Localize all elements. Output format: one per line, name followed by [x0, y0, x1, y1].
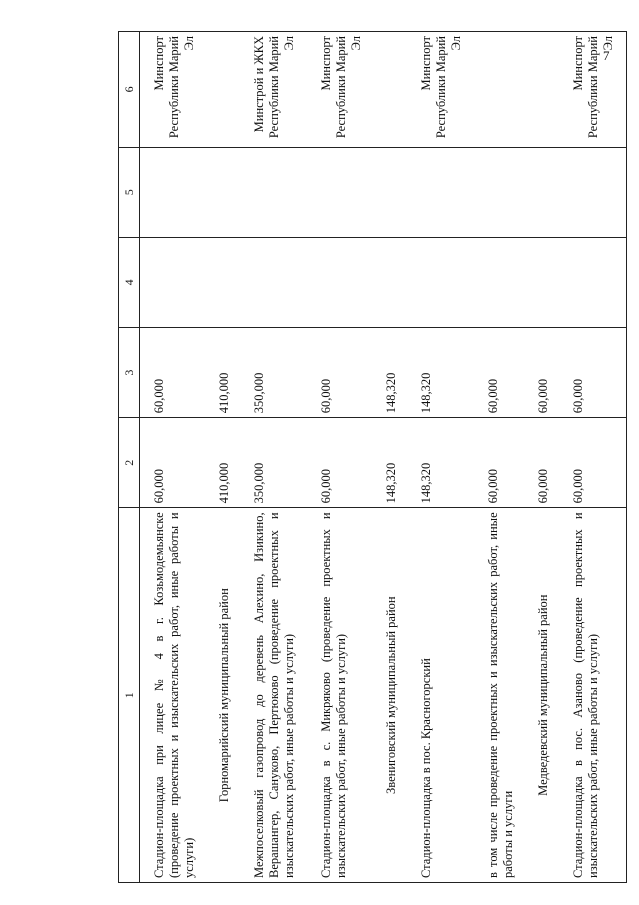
row-organization: [207, 32, 240, 148]
header-col-4: 4: [119, 237, 140, 327]
row-name: Межпоселковый газопровод до деревень Алехино, Изикино, Верашангер, Сануково, Пертюково (проведение проектных и изыскательских работ, иные работы и услуги): [240, 508, 307, 883]
row-col-5: [207, 147, 240, 237]
row-name: Стадион-площадка в пос. Азаново (проведение проектных и изыскательских работ, иные работы и услуги): [559, 508, 627, 883]
row-col-2: 60,000: [559, 418, 627, 508]
row-organization: Минспорт Республики Марий Эл: [140, 32, 208, 148]
row-col-3: 60,000: [474, 328, 526, 418]
section-title: Звениговский муниципальный район: [374, 508, 407, 883]
row-col-2: 60,000: [526, 418, 559, 508]
row-col-5: [140, 147, 208, 237]
row-col-3: 60,000: [559, 328, 627, 418]
row-col-2: 60,000: [474, 418, 526, 508]
row-col-5: [474, 147, 526, 237]
row-col-5: [407, 147, 474, 237]
row-col-2: 60,000: [307, 418, 374, 508]
row-organization: Минстрой и ЖКХ Республики Марий Эл: [240, 32, 307, 148]
table-row: [240, 32, 307, 883]
row-col-4: [207, 237, 240, 327]
table-row: [474, 32, 526, 883]
row-col-4: [407, 237, 474, 327]
row-col-4: [374, 237, 407, 327]
row-col-2: 410,000: [207, 418, 240, 508]
section-title: Медведевский муниципальный район: [526, 508, 559, 883]
header-col-6: 6: [119, 32, 140, 148]
row-name: Стадион-площадка при лицее № 4 в г. Козьмодемьянске (проведение проектных и изыскательских работ, иные работы и услуги): [140, 508, 208, 883]
row-organization: [374, 32, 407, 148]
table-row: [559, 32, 627, 883]
table-row: [307, 32, 374, 883]
row-organization: Минспорт Республики Марий Эл: [307, 32, 374, 148]
row-col-4: [307, 237, 374, 327]
header-col-2: 2: [119, 418, 140, 508]
row-organization: Минспорт Республики Марий Эл: [559, 32, 627, 148]
row-col-4: [240, 237, 307, 327]
header-col-3: 3: [119, 328, 140, 418]
row-col-3: 60,000: [307, 328, 374, 418]
row-col-3: 350,000: [240, 328, 307, 418]
section-title: Горномарийский муниципальный район: [207, 508, 240, 883]
row-col-3: 60,000: [140, 328, 208, 418]
row-col-2: 148,320: [407, 418, 474, 508]
row-col-5: [240, 147, 307, 237]
row-col-3: 410,000: [207, 328, 240, 418]
budget-table: [118, 31, 627, 883]
row-col-2: 148,320: [374, 418, 407, 508]
row-col-3: 148,320: [374, 328, 407, 418]
table-section-row: [374, 32, 407, 883]
row-name: Стадион-площадка в пос. Красногорский: [407, 508, 474, 883]
row-col-5: [559, 147, 627, 237]
page-number: 7: [603, 48, 610, 63]
row-name: в том числе проведение проектных и изыскательских работ, иные работы и услуги: [474, 508, 526, 883]
row-organization: Минспорт Республики Марий Эл: [407, 32, 474, 148]
row-col-4: [140, 237, 208, 327]
row-organization: [526, 32, 559, 148]
row-organization: [474, 32, 526, 148]
rotated-table-wrapper: [118, 23, 615, 883]
row-col-4: [526, 237, 559, 327]
table-section-row: [526, 32, 559, 883]
row-col-2: 60,000: [140, 418, 208, 508]
table-row: [140, 32, 208, 883]
row-col-2: 350,000: [240, 418, 307, 508]
row-col-5: [307, 147, 374, 237]
table-header-row: [119, 32, 140, 883]
row-col-4: [559, 237, 627, 327]
row-col-5: [374, 147, 407, 237]
row-name: Стадион-площадка в с. Микряково (проведение проектных и изыскательских работ, иные работы и услуги): [307, 508, 374, 883]
table-row: [407, 32, 474, 883]
header-col-1: 1: [119, 508, 140, 883]
header-col-5: 5: [119, 147, 140, 237]
row-col-3: 148,320: [407, 328, 474, 418]
row-col-3: 60,000: [526, 328, 559, 418]
row-col-4: [474, 237, 526, 327]
table-section-row: [207, 32, 240, 883]
row-col-5: [526, 147, 559, 237]
